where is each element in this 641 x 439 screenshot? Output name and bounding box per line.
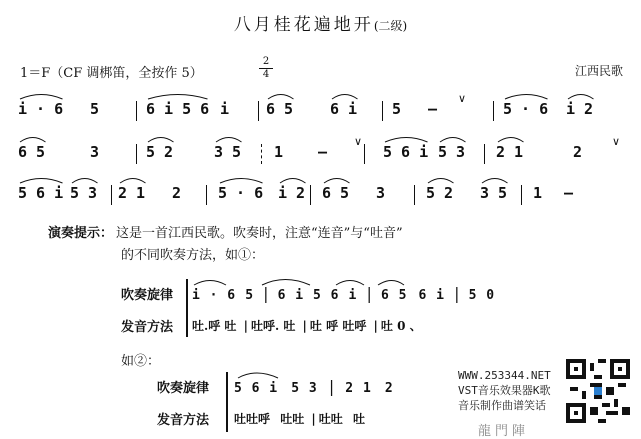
ex1-note: 6 i [418,288,445,303]
ex1-mark: 吐呼. [250,319,280,333]
example1-methods: 吐.呼 吐 | 吐呼. 吐 | 吐 呼 吐呼 | 吐 0 、 [192,319,422,333]
note-group: 3 [90,143,100,161]
ex2-note: 5 3 [291,381,318,396]
note-group: – [564,184,574,202]
example2-methods: 吐吐呼 吐吐 | 吐吐 吐 [234,412,365,426]
example1-bracket [186,279,188,337]
note-group: 1 [533,184,543,202]
slur-arc [280,179,306,184]
score-title [0,10,641,35]
slur-arc [148,95,208,100]
note-group: 6 i 5 6 [146,100,210,118]
note-group: 5 · 6 [503,100,549,118]
note-group: 2 [573,143,583,161]
note-group: 5 · 6 [218,184,264,202]
example2-method-label: 发音方法 [157,413,210,428]
example1-melody: i · 6 5 | 6 i 5 6 i | 6 5 6 i | 5 0 [192,284,496,303]
staff-line-1 [18,92,630,128]
ex1-note: i · 6 [192,288,237,303]
time-signature [259,57,273,80]
ex1-note: 6 i 5 6 [277,288,340,303]
qr-code-icon [566,359,630,423]
slur-marks [18,90,630,118]
slur-arc [220,179,263,184]
note-group: 5 6 i [383,143,429,161]
ex1-trailing: 、 [409,319,422,333]
ex1-note: 5 [245,288,255,303]
note-group: 5 6 i [18,184,64,202]
time-signature-bottom: 4 [262,69,270,80]
ex1-mark: 吐 [309,319,322,333]
note-group: 2 1 [496,143,524,161]
note-group: 5 2 [146,143,174,161]
note-group: i 2 [278,184,306,202]
slur-arc [332,95,358,100]
ex1-note: 5 0 [468,288,496,303]
ex1-mark: 0 [397,319,406,333]
tips-line-2: 的不同吹奏方法，如①： [121,248,265,263]
example1-method-label: 发音方法 [121,320,174,335]
note-group: 3 5 [480,184,508,202]
note-group: 3 5 [214,143,242,161]
ex2-mark: 吐吐呼 [234,412,271,426]
example2-prefix: 如②： [121,354,161,369]
slur-arc [428,179,454,184]
ex1-note: 6 5 [380,288,408,303]
note-group: 6 i [330,100,358,118]
example2-melody: 5 6 i 5 3 | 2 1 2 [234,377,394,396]
note-group: i · 6 [18,100,64,118]
note-group: 5 3 [70,184,98,202]
breath-mark: ∨ [612,135,621,148]
slur-arc [440,138,466,143]
watermark-line-1: WWW.253344.NET [458,369,551,382]
slur-arc [482,179,508,184]
staff-line-2 [18,135,630,171]
time-signature-top: 2 [262,56,270,67]
slur-arc [20,95,63,100]
ex2-mark: 吐吐 [280,412,305,426]
note-group: 6 5 [18,143,46,161]
ex1-note: i [348,288,358,303]
slur-arc [72,179,98,184]
note-group: 2 1 [118,184,146,202]
song-origin: 江西民歌 [574,64,623,78]
example1-melody-label: 吹奏旋律 [121,288,174,303]
note-group: 5 2 [426,184,454,202]
note-group: – [318,143,328,161]
slur-arc [385,138,428,143]
tips-line-1: 这是一首江西民歌。吹奏时，注意“连音”与“吐音” [116,226,403,241]
slur-arc [216,138,242,143]
breath-mark: ∨ [354,135,363,148]
slur-arc [568,95,594,100]
ex2-mark: 吐吐 [318,412,343,426]
breath-mark: ∨ [458,92,467,105]
slur-arc [268,95,294,100]
ex1-mark: 吐 [283,319,296,333]
note-group: 1 [274,143,284,161]
slur-marks [18,174,630,202]
note-group: i 2 [566,100,594,118]
ex1-mark: 吐呼 [342,319,367,333]
ex1-mark: 呼 [326,319,339,333]
ex2-note: 5 6 i [234,381,279,396]
slur-arc [20,179,63,184]
staff-line-3 [18,184,630,212]
example2-bracket [226,372,228,432]
ex1-mark: 吐 [380,319,393,333]
tips-label: 演奏提示： [48,226,114,241]
note-group: 2 [172,184,182,202]
ex1-mark: 呼 [208,319,221,333]
note-group: 5 [90,100,100,118]
ex1-mark: 吐. [192,319,209,333]
note-group: i [220,100,230,118]
slur-arc [324,179,350,184]
ex2-mark: 吐 [352,412,365,426]
note-group: 5 3 [438,143,466,161]
watermark-logo: 龍門陣 [478,424,530,439]
note-group: 6 5 [322,184,350,202]
site-watermark [458,368,551,413]
slur-marks [18,133,630,161]
note-group: – [428,100,438,118]
slur-arc [120,179,146,184]
slur-arc [505,95,548,100]
note-group: 3 [376,184,386,202]
title-text: 八月桂花遍地开 [233,15,374,35]
note-group: 5 [392,100,402,118]
watermark-line-3: 音乐制作曲谱笑话 [458,399,546,412]
slur-arc [20,138,46,143]
ex1-mark: 吐 [224,319,237,333]
key-signature: 1＝F（CF 调梆笛，全按作 5） [20,66,203,81]
title-level: (二级) [373,19,408,33]
ex2-note: 2 1 [345,381,372,396]
ex2-note: 2 [384,381,394,396]
note-group: 6 5 [266,100,294,118]
slur-arc [148,138,174,143]
watermark-line-2: VST音乐效果器K歌 [458,384,551,397]
example2-melody-label: 吹奏旋律 [157,381,210,396]
slur-arc [498,138,524,143]
